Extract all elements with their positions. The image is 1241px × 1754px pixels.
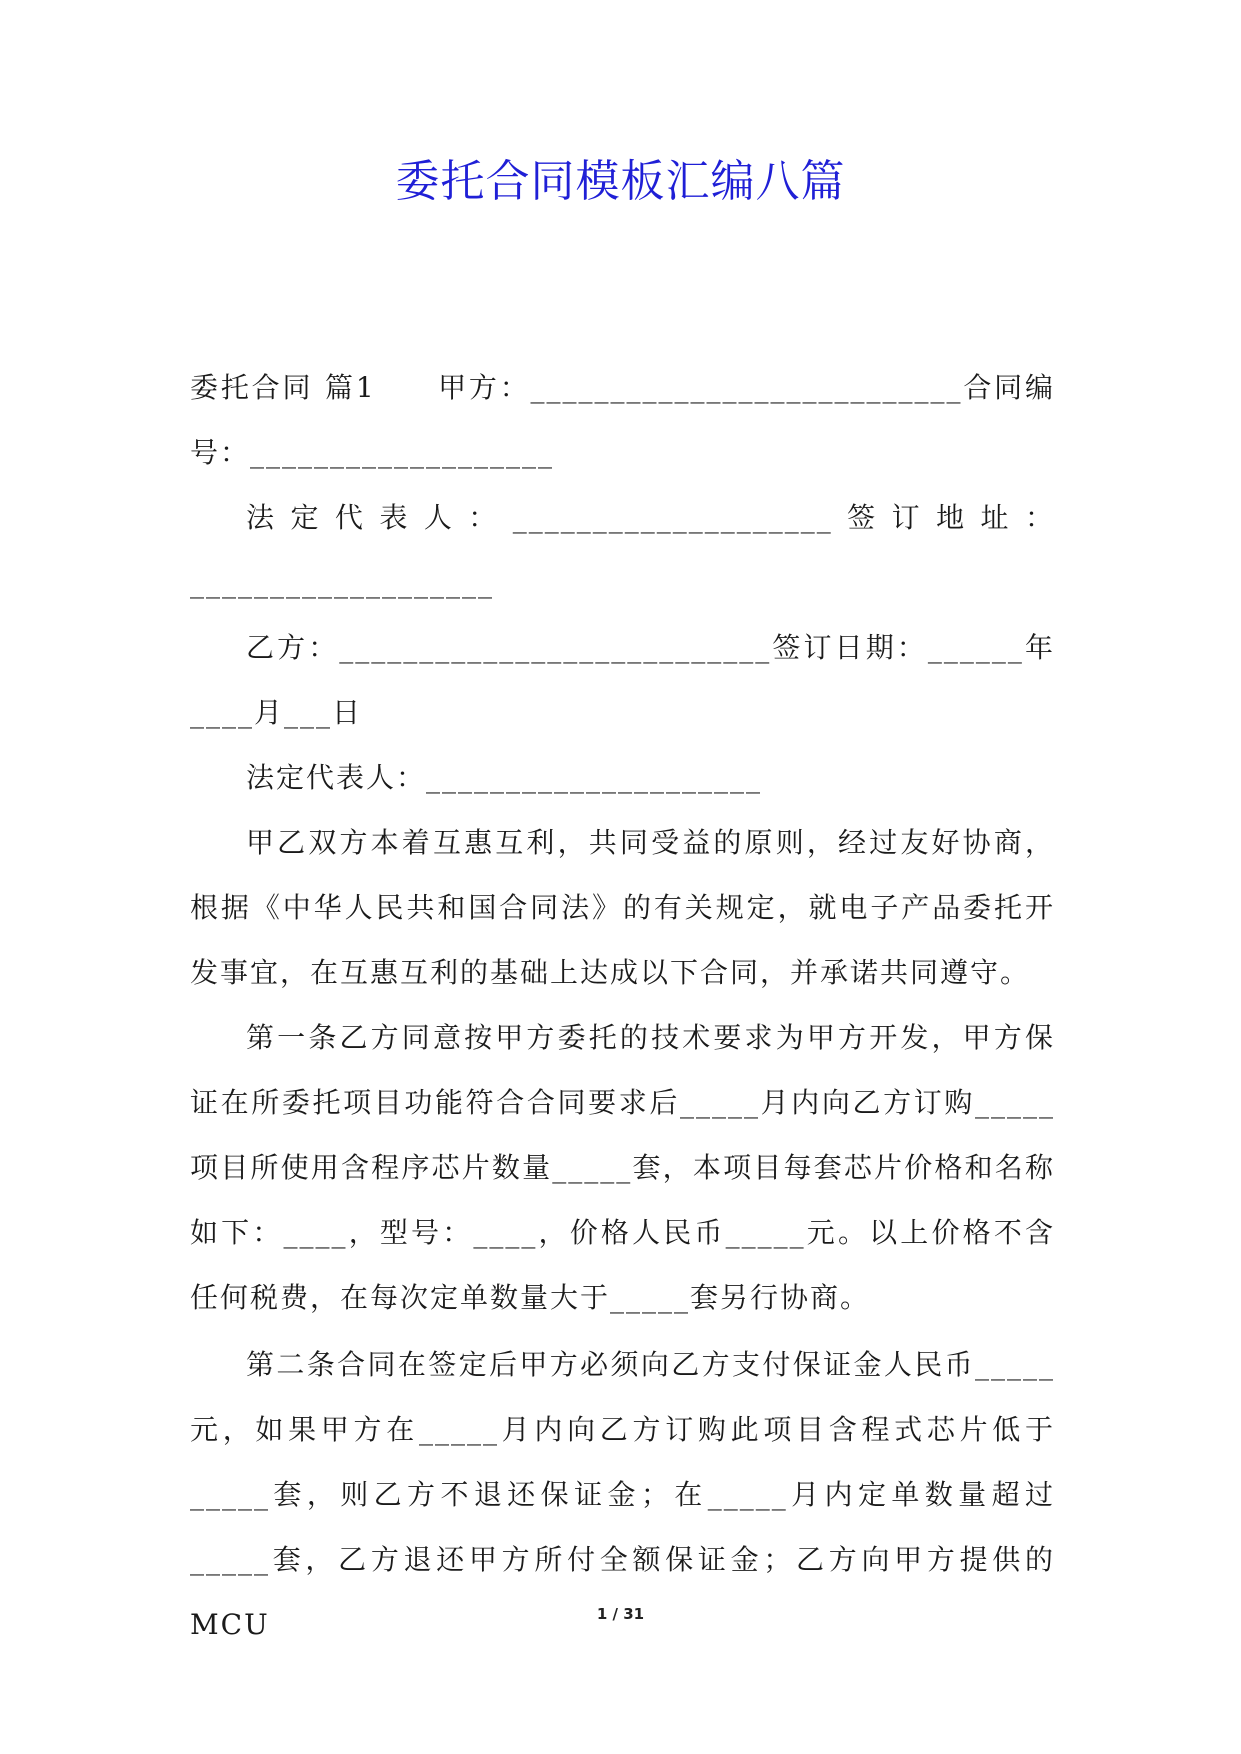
paragraph-article-1: 第一条乙方同意按甲方委托的技术要求为甲方开发，甲方保证在所委托项目功能符合合同要求后_____月内向乙方订购_____项目所使用含程序芯片数量_____套，本项目每套芯片价格和名称如下：____，型号：____，价格人民币_____元。以上价格不含任何税费，在每次定单数量大于_____套另行协商。: [190, 1021, 1055, 1314]
document-body: [190, 355, 1055, 1657]
paragraph-preamble: 甲乙双方本着互惠互利，共同受益的原则，经过友好协商，根据《中华人民共和国合同法》的有关规定，就电子产品委托开发事宜，在互惠互利的基础上达成以下合同，并承诺共同遵守。: [190, 826, 1055, 989]
paragraph-header: 委托合同 篇1 甲方：___________________________合同编号：___________________: [190, 371, 1055, 469]
page-number: 1 / 31: [596, 1605, 645, 1623]
document-title: 委托合同模板汇编八篇: [395, 156, 846, 207]
paragraph-legal-rep-b: 法定代表人：_____________________: [246, 761, 763, 794]
paragraph-party-b: 乙方：___________________________签订日期：______年____月___日: [190, 631, 1055, 729]
paragraph-legal-rep-a: 法定代表人：____________________签订地址：___________________: [190, 501, 1055, 599]
paragraph-article-2: 第二条合同在签定后甲方必须向乙方支付保证金人民币_____元，如果甲方在_____月内向乙方订购此项目含程式芯片低于_____套，则乙方不退还保证金；在_____月内定单数量超过_____套，乙方退还甲方所付全额保证金；乙方向甲方提供的MCU: [190, 1348, 1055, 1641]
